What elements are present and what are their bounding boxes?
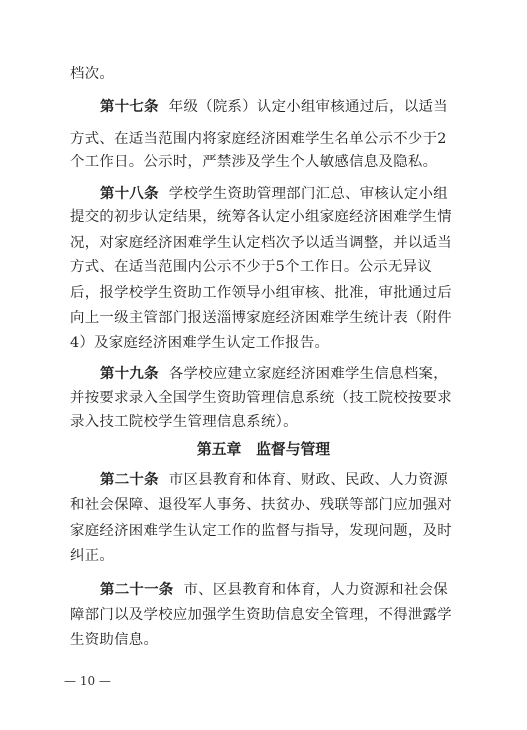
- body-text-line: 4）及家庭经济困难学生认定工作报告。: [70, 335, 330, 351]
- article-19-label: 第十九条: [100, 366, 159, 382]
- body-text-line: 生资助信息。: [70, 632, 159, 648]
- article-18-label: 第十八条: [100, 186, 159, 202]
- article-18-first-line: [100, 184, 462, 204]
- body-text-line: 后，报学校学生资助工作领导小组审核、批准，审批通过后: [70, 285, 452, 301]
- body-text-line: 障部门以及学校应加强学生资助信息安全管理，不得泄露学: [70, 607, 452, 623]
- body-text-line: 档次。: [70, 66, 115, 82]
- body-text-line: 向上一级主管部门报送淄博家庭经济困难学生统计表（附件: [70, 310, 452, 326]
- article-21-label: 第二十一条: [100, 582, 174, 598]
- body-text-line: 并按要求录入全国学生资助管理信息系统（技工院校按要求: [70, 390, 452, 406]
- body-text-line: 个工作日。公示时，严禁涉及学生个人敏感信息及隐私。: [70, 154, 438, 170]
- body-text-line: 提交的初步认定结果，统筹各认定小组家庭经济困难学生情: [70, 209, 452, 225]
- body-text-line: 和社会保障、退役军人事务、扶贫办、残联等部门应加强对: [70, 497, 452, 513]
- body-text-line: 况，对家庭经济困难学生认定档次予以适当调整，并以适当: [70, 235, 452, 251]
- body-text-line: 纠正。: [70, 548, 115, 564]
- body-text: 学校学生资助管理部门汇总、审核认定小组: [168, 186, 448, 202]
- body-text-line: 方式、在适当范围内公示不少于5个工作日。公示无异议: [70, 259, 433, 275]
- body-text-line: 方式、在适当范围内将家庭经济困难学生名单公示不少于2: [70, 131, 447, 147]
- article-17-first-line: [100, 97, 462, 117]
- article-20-first-line: [100, 470, 462, 490]
- chapter-heading: 第五章 监督与管理: [196, 441, 331, 458]
- page-number: — 10 —: [64, 674, 111, 688]
- body-text: 各学校应建立家庭经济困难学生信息档案，: [168, 366, 448, 382]
- article-21-first-line: [100, 580, 462, 600]
- body-text: 年级（院系）认定小组审核通过后，以适当: [168, 99, 448, 115]
- article-20-label: 第二十条: [100, 472, 159, 488]
- body-text-line: 录入技工院校学生管理信息系统）。: [70, 414, 298, 430]
- body-text: 市、区县教育和体育，人力资源和社会保: [183, 582, 448, 598]
- article-19-first-line: [100, 364, 462, 384]
- body-text-line: 家庭经济困难学生认定工作的监督与指导，发现问题，及时: [70, 523, 452, 539]
- body-text: 市区县教育和体育、财政、民政、人力资源: [168, 472, 448, 488]
- article-17-label: 第十七条: [100, 99, 159, 115]
